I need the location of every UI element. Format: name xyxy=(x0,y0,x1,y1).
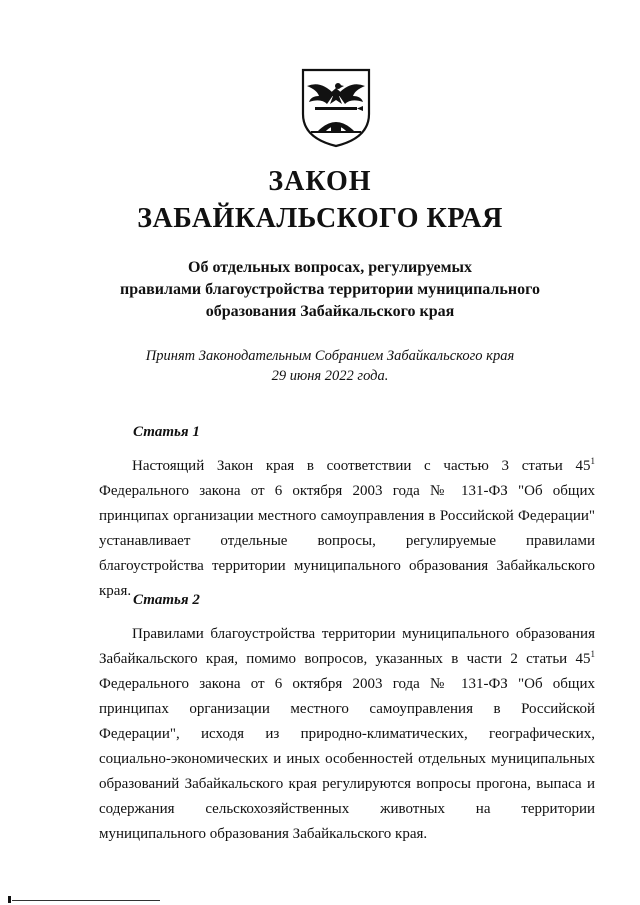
superscript: 1 xyxy=(590,456,595,466)
adoption-note xyxy=(80,346,580,386)
article-text-part: Правилами благоустройства территории муниципального образования Забайкальского края, помимо вопросов, указанных в части 2 статьи 45 xyxy=(99,626,595,667)
article-1-text xyxy=(99,454,595,604)
article-text-part: Федерального закона от 6 октября 2003 года № 131-ФЗ "Об общих принципах организации местного самоуправления в Российской Федерации" устанавливает отдельные вопросы, регулируемые правилами благоустройства территории муниципального образования Забайкальского края. xyxy=(99,483,595,599)
article-2-heading: Статья 2 xyxy=(133,592,200,608)
superscript: 1 xyxy=(590,649,595,659)
subject-line: правилами благоустройства территории муниципального xyxy=(120,281,540,298)
article-1-heading: Статья 1 xyxy=(133,424,200,440)
coat-of-arms-icon xyxy=(297,66,375,148)
page-edge-line xyxy=(12,900,160,901)
adoption-date: 29 июня 2022 года. xyxy=(271,368,389,384)
page-edge-mark xyxy=(8,896,11,903)
law-subject xyxy=(80,257,580,323)
law-title: ЗАКОН xyxy=(268,166,372,197)
article-text-part: Настоящий Закон края в соответствии с частью 3 статьи 45 xyxy=(132,458,591,474)
subject-line: Об отдельных вопросах, регулируемых xyxy=(188,259,472,276)
adoption-line: Принят Законодательным Собранием Забайкальского края xyxy=(145,348,515,364)
subject-line: образования Забайкальского края xyxy=(205,303,455,320)
article-2-text xyxy=(99,622,595,847)
region-title: ЗАБАЙКАЛЬСКОГО КРАЯ xyxy=(137,203,503,234)
article-text-part: Федерального закона от 6 октября 2003 года № 131-ФЗ "Об общих принципах организации местного самоуправления в Российской Федерации", исходя из природно-климатических, географических, социально-экономических и иных особенностей отдельных муниципальных образований Забайкальского края регулируются вопросы прогона, выпаса и содержания сельскохозяйственных животных на территории муниципального образования Забайкальского края. xyxy=(99,676,595,842)
